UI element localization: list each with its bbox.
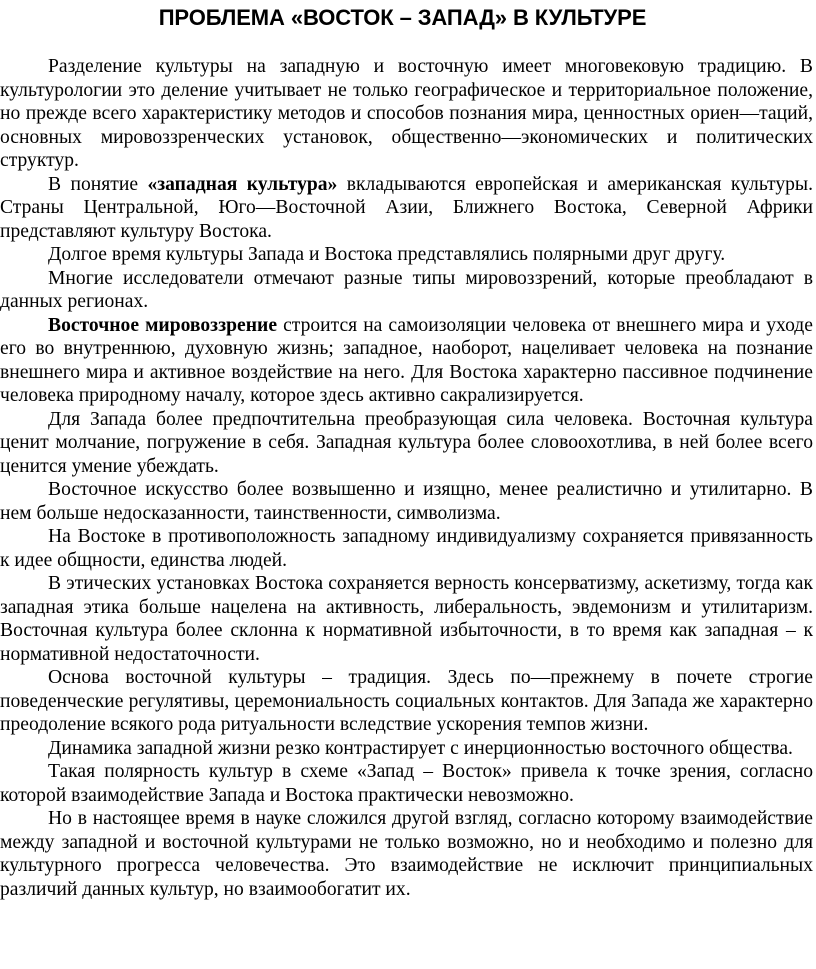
paragraph-4: Многие исследователи отмечают разные типы мировоззрений, которые преобладают в данных регионах. — [0, 267, 813, 312]
paragraph-10: Основа восточной культуры – традиция. Здесь по—прежнему в почете строгие поведенческие регулятивы, церемониальность социальных контактов. Для Запада же характерно преодоление всякого рода ритуальности вследствие ускорения темпов жизни. — [0, 667, 813, 735]
paragraph-2-lead: В понятие — [48, 173, 148, 195]
paragraph-1: Разделение культуры на западную и восточную имеет многовековую традицию. В культурологии это деление учитывает не только географическое и территориальное положение, но прежде всего характеристику методов и способов познания мира, ценностных ориен—таций, основных мировоззренческих установок, общественно—экономических и политических структур. — [0, 56, 813, 171]
document-body — [0, 55, 813, 901]
paragraph-13: Но в настоящее время в науке сложился другой взгляд, согласно которому взаимодействие между западной и восточной культурами не только возможно, но и необходимо и полезно для культурного прогресса человечества. Это взаимодействие не исключит принципиальных различий данных культур, но взаимообогатит их. — [0, 808, 813, 900]
paragraph-3: Долгое время культуры Запада и Востока представлялись полярными друг другу. — [48, 244, 726, 265]
paragraph-5-rest: строится на самоизоляции человека от внешнего мира и уходе его во внутреннюю, духовную жизнь; западное, наоборот, нацеливает человека на познание внешнего мира и активное воздействие на него. Для Востока характерно пассивное подчинение человека природному началу, которое здесь активно сакрализируется. — [0, 314, 813, 406]
term-western-culture: «западная культура» — [147, 173, 338, 195]
paragraph-2-rest: вкладываются европейская и американская культуры. Страны Центральной, Юго—Восточной Азии, Ближнего Востока, Северной Африки представляют культуру Востока. — [0, 173, 813, 242]
paragraph-11: Динамика западной жизни резко контрастирует с инерционностью восточного общества. — [48, 737, 793, 759]
paragraph-2 — [0, 173, 813, 244]
paragraph-5 — [0, 314, 813, 408]
term-eastern-worldview: Восточное мировоззрение — [48, 314, 278, 336]
paragraph-12: Такая полярность культур в схеме «Запад – Восток» привела к точке зрения, согласно которой взаимодействие Запада и Востока практически невозможно. — [0, 761, 813, 806]
paragraph-7: Восточное искусство более возвышенно и изящно, менее реалистично и утилитарно. В нем больше недосказанности, таинственности, символизма. — [0, 479, 813, 524]
paragraph-9: В этических установках Востока сохраняется верность консерватизму, аскетизму, тогда как западная этика больше нацелена на активность, либеральность, эвдемонизм и утилитаризм. Восточная культура более склонна к нормативной избыточности, в то время как западная – к нормативной недостаточности. — [0, 573, 813, 665]
paragraph-6: Для Запада более предпочтительна преобразующая сила человека. Восточная культура ценит молчание, погружение в себя. Западная культура более словоохотлива, в ней более всего ценится умение убеждать. — [0, 408, 813, 477]
paragraph-8: На Востоке в противоположность западному индивидуализму сохраняется привязанность к идее общности, единства людей. — [0, 526, 813, 571]
document-title: ПРОБЛЕМА «ВОСТОК – ЗАПАД» В КУЛЬТУРЕ — [158, 5, 647, 30]
